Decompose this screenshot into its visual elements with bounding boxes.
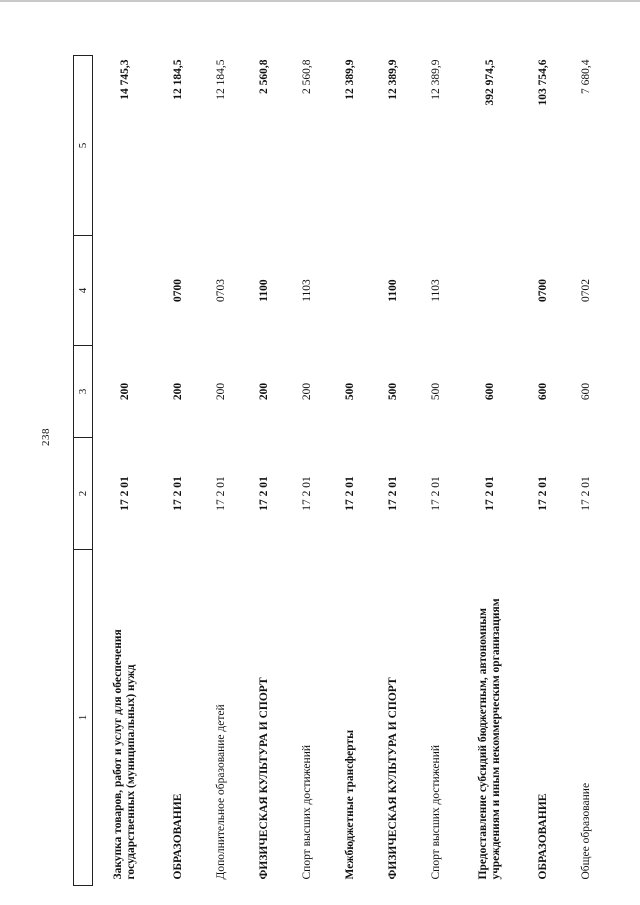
row-rz [458, 236, 522, 346]
table-row [243, 56, 286, 886]
row-vr: 600 [537, 382, 549, 401]
table-row [458, 56, 522, 886]
row-name: Предоставление субсидий бюджетным, автономным учреждениям и иным некоммерческим организациям [477, 598, 502, 880]
row-csr: 17 2 01 [483, 476, 496, 511]
row-vr: 200 [118, 382, 131, 401]
table-header-row [74, 56, 93, 886]
header-col-3: 3 [74, 346, 93, 438]
row-csr: 17 2 01 [172, 476, 184, 511]
row-csr: 17 2 01 [344, 476, 356, 511]
page-number: 238 [40, 428, 52, 446]
row-vr: 200 [172, 382, 184, 401]
row-rz: 0700 [537, 279, 549, 302]
table-row [372, 56, 415, 886]
header-col-1: 1 [74, 550, 93, 886]
table-row [329, 56, 372, 886]
row-rz: 1100 [258, 279, 270, 302]
row-csr: 17 2 01 [580, 476, 592, 511]
row-csr: 17 2 01 [430, 476, 442, 511]
row-rz: 0703 [215, 279, 227, 302]
row-vr: 500 [430, 382, 442, 401]
row-amount: 14 745,3 [118, 59, 131, 100]
row-name: Общее образование [580, 782, 592, 880]
row-rz [329, 236, 372, 346]
row-name: ОБРАЗОВАНИЕ [537, 793, 549, 880]
row-rz: 0700 [172, 279, 184, 302]
table-row [286, 56, 329, 886]
table-row [565, 56, 608, 886]
row-amount: 12 184,5 [215, 59, 227, 100]
row-amount: 12 389,9 [344, 59, 356, 100]
row-rz: 1100 [387, 279, 399, 302]
row-csr: 17 2 01 [537, 476, 549, 511]
header-col-2: 2 [74, 438, 93, 550]
row-amount: 12 389,9 [387, 59, 399, 100]
row-csr: 17 2 01 [258, 476, 270, 511]
row-rz: 1103 [301, 279, 313, 302]
row-vr: 500 [387, 382, 399, 401]
row-amount: 2 560,8 [301, 59, 313, 94]
row-name: ОБРАЗОВАНИЕ [172, 793, 184, 880]
row-name: Спорт высших достижений [430, 744, 442, 880]
row-rz: 1103 [430, 279, 442, 302]
row-name: ФИЗИЧЕСКАЯ КУЛЬТУРА И СПОРТ [387, 677, 399, 880]
row-amount: 103 754,6 [537, 59, 549, 106]
row-rz [93, 236, 158, 346]
row-vr: 600 [483, 382, 496, 401]
row-vr: 200 [258, 382, 270, 401]
scan-edge [0, 0, 640, 2]
table-row [200, 56, 243, 886]
row-vr: 600 [580, 382, 592, 401]
row-name: ФИЗИЧЕСКАЯ КУЛЬТУРА И СПОРТ [258, 677, 270, 880]
row-csr: 17 2 01 [215, 476, 227, 511]
row-amount: 2 560,8 [258, 59, 270, 94]
header-col-4: 4 [74, 236, 93, 346]
budget-table [73, 55, 608, 886]
row-csr: 17 2 01 [118, 476, 131, 511]
row-amount: 7 680,4 [580, 59, 592, 94]
table-row [93, 56, 158, 886]
header-col-5: 5 [74, 56, 93, 236]
row-name: Спорт высших достижений [301, 744, 313, 880]
table-row [157, 56, 200, 886]
row-vr: 200 [215, 382, 227, 401]
row-vr: 200 [301, 382, 313, 401]
row-amount: 12 184,5 [172, 59, 184, 100]
row-amount: 12 389,9 [430, 59, 442, 100]
row-amount: 392 974,5 [483, 59, 496, 106]
row-name: Закупка товаров, работ и услуг для обеспечения государственных (муниципальных) нужд [112, 629, 137, 880]
budget-table-container [73, 56, 633, 886]
row-csr: 17 2 01 [301, 476, 313, 511]
table-row [415, 56, 458, 886]
row-name: Межбюджетные трансферты [344, 729, 356, 880]
row-rz: 0702 [580, 279, 592, 302]
row-name: Дополнительное образование детей [215, 704, 227, 880]
row-csr: 17 2 01 [387, 476, 399, 511]
row-vr: 500 [344, 382, 356, 401]
table-row [522, 56, 565, 886]
